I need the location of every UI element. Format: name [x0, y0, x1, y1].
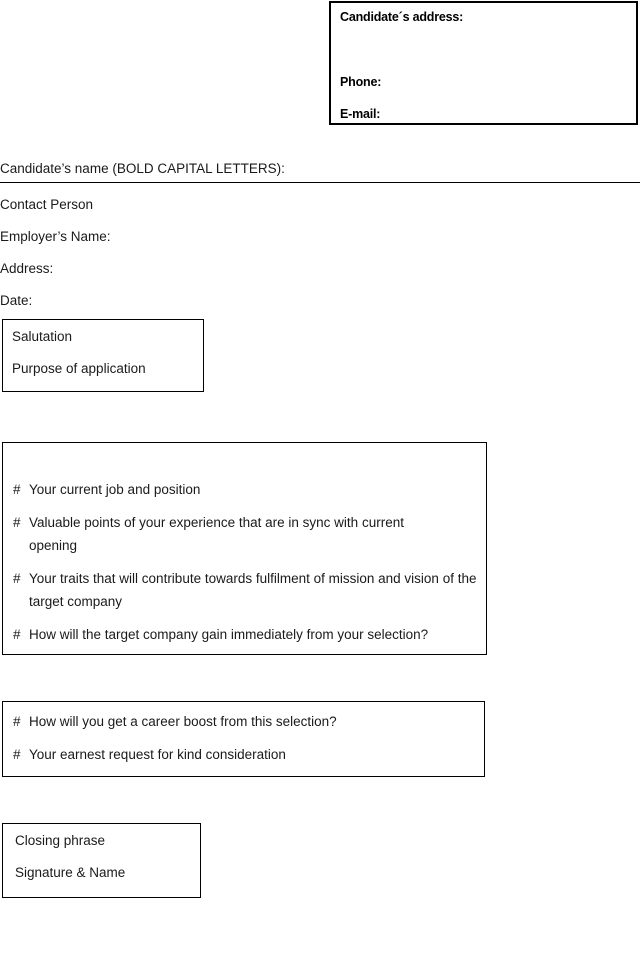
- body-points-box: [2, 442, 487, 655]
- date-label: Date:: [0, 293, 33, 308]
- closing-points-box: [2, 701, 485, 777]
- body-point-item: [13, 567, 481, 613]
- purpose-of-application-label: Purpose of application: [12, 361, 146, 376]
- closing-point-item: [13, 743, 473, 766]
- hash-bullet-icon: #: [13, 571, 21, 586]
- salutation-label: Salutation: [12, 329, 73, 344]
- closing-point-text: Your earnest request for kind consideration: [29, 747, 286, 762]
- hash-bullet-icon: #: [13, 515, 21, 530]
- closing-point-item: [13, 710, 473, 733]
- closing-phrase-label: Closing phrase: [15, 833, 106, 848]
- hash-bullet-icon: #: [13, 627, 21, 642]
- employer-name-label: Employer’s Name:: [0, 229, 111, 244]
- signature-box: [2, 823, 201, 898]
- employer-address-label: Address:: [0, 261, 54, 276]
- candidate-name-label: Candidate’s name (BOLD CAPITAL LETTERS):: [0, 161, 285, 176]
- body-point-item: [13, 478, 475, 501]
- body-point-text: How will the target company gain immediately from your selection?: [29, 627, 429, 642]
- body-point-item: [13, 623, 475, 646]
- candidate-address-label: Candidate´s address:: [340, 10, 464, 24]
- body-point-text: Valuable points of your experience that are in sync with current opening: [29, 515, 404, 553]
- body-point-item: [13, 511, 453, 557]
- salutation-box: [2, 319, 204, 392]
- candidate-phone-label: Phone:: [340, 75, 382, 89]
- candidate-address-box: [329, 1, 638, 125]
- hash-bullet-icon: #: [13, 482, 21, 497]
- signature-name-label: Signature & Name: [15, 865, 126, 880]
- hash-bullet-icon: #: [13, 747, 21, 762]
- contact-person-label: Contact Person: [0, 197, 94, 212]
- hash-bullet-icon: #: [13, 714, 21, 729]
- candidate-email-label: E-mail:: [340, 107, 381, 121]
- closing-point-text: How will you get a career boost from this selection?: [29, 714, 337, 729]
- body-point-text: Your current job and position: [29, 482, 201, 497]
- candidate-name-divider: [0, 182, 640, 183]
- body-point-text: Your traits that will contribute towards fulfilment of mission and vision of the target company: [29, 571, 477, 609]
